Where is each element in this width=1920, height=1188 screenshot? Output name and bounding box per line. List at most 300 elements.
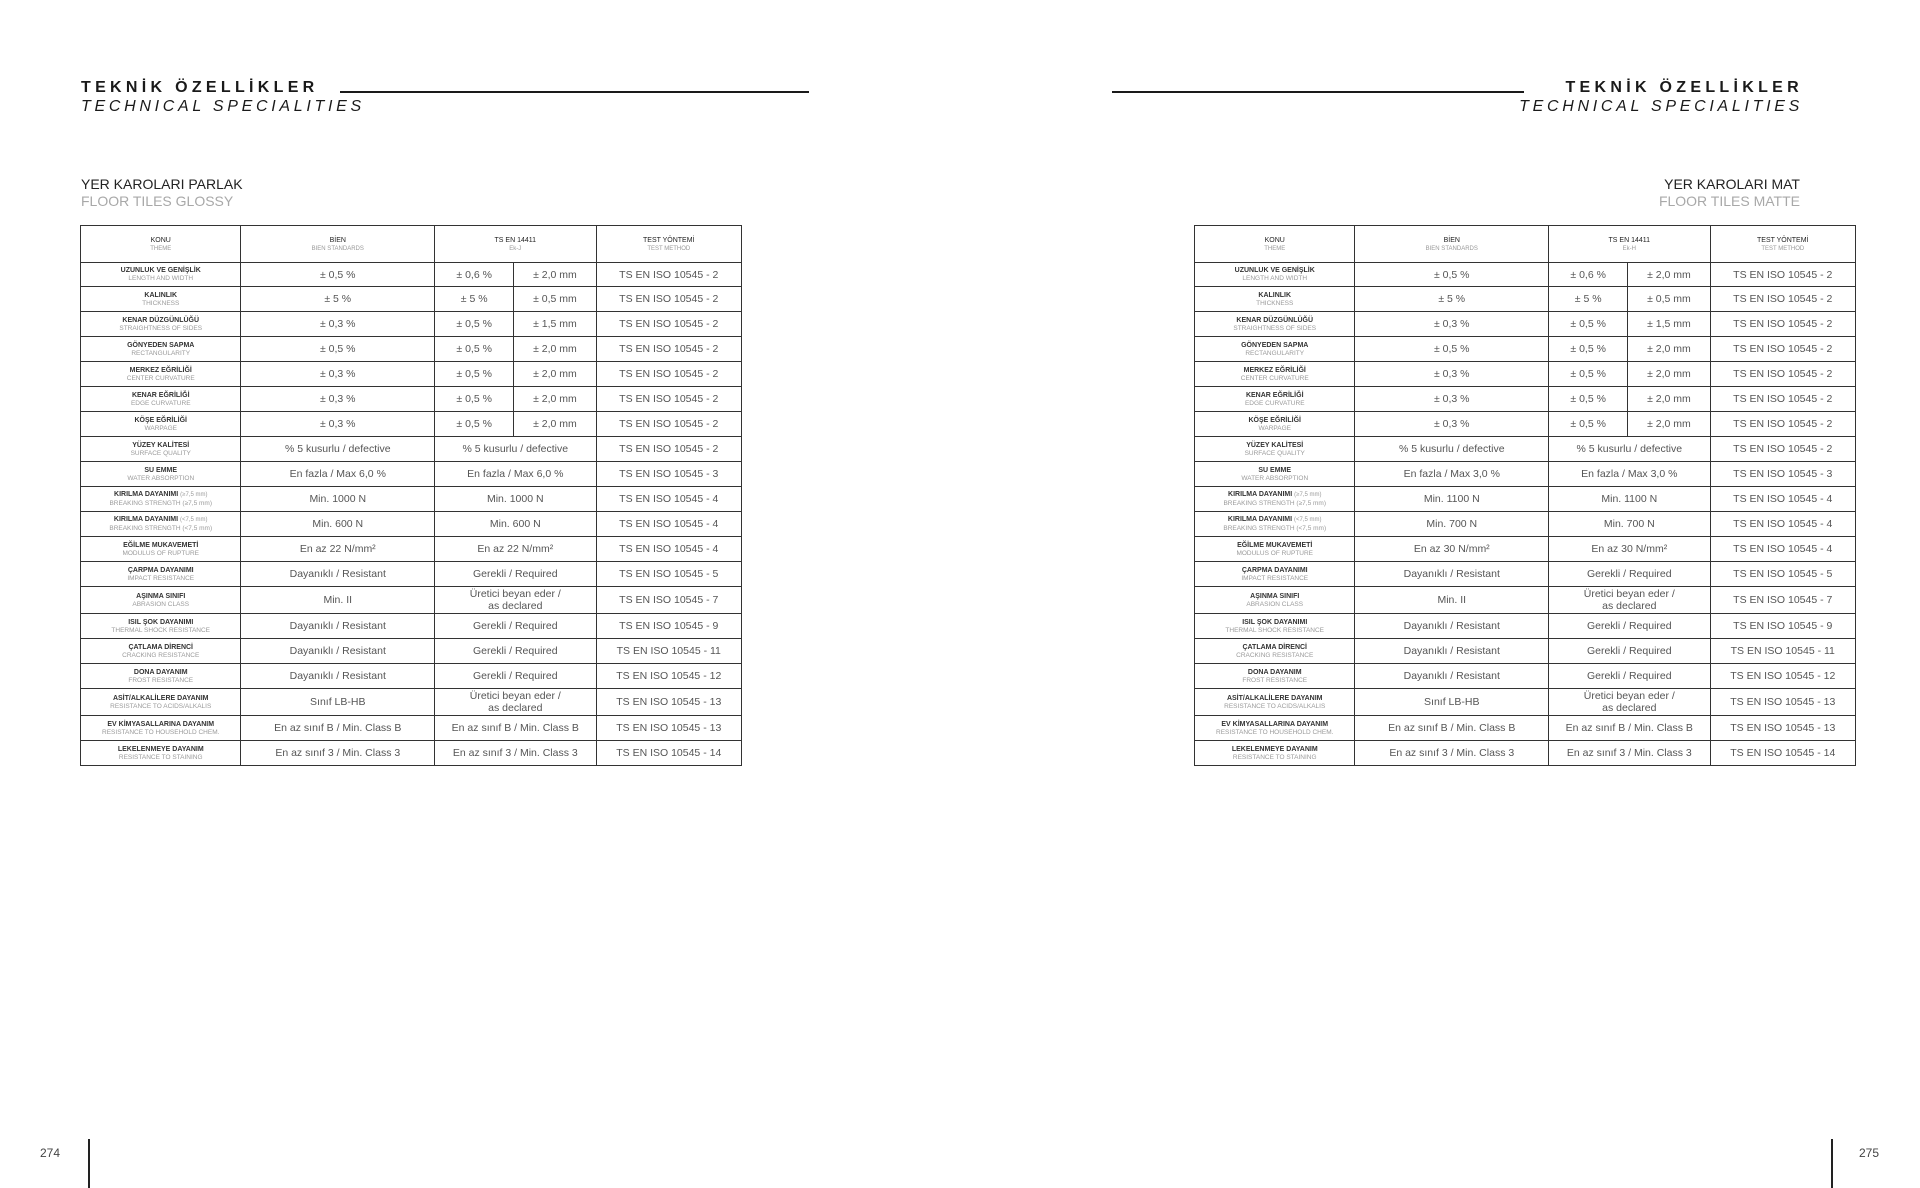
row-bien-value: Sınıf LB-HB <box>241 689 435 716</box>
table-row <box>1195 639 1856 664</box>
row-theme-tr <box>81 618 240 627</box>
row-ts-tolerance-percent: ± 0,5 % <box>435 362 514 387</box>
section-title-tr: YER KAROLARI MAT <box>1664 176 1800 192</box>
row-theme <box>1195 362 1355 387</box>
row-theme <box>81 562 241 587</box>
row-test-method: TS EN ISO 10545 - 9 <box>1710 614 1855 639</box>
row-theme <box>1195 639 1355 664</box>
row-theme-tr-text: KENAR DÜZGÜNLÜĞÜ <box>1236 316 1314 324</box>
row-theme-en: THICKNESS <box>142 299 180 307</box>
row-theme-tr-text: KENAR DÜZGÜNLÜĞÜ <box>122 316 200 324</box>
row-theme <box>1195 337 1355 362</box>
row-ts-tolerance-mm: ± 0,5 mm <box>514 287 596 312</box>
row-theme-tr-text: ÇARPMA DAYANIMI <box>127 566 194 574</box>
row-theme-en: BREAKING STRENGTH (<7,5 mm) <box>1223 525 1327 532</box>
header-test-method-en: TEST METHOD <box>1761 245 1805 252</box>
row-bien-value: Dayanıklı / Resistant <box>1355 664 1549 689</box>
row-test-method: TS EN ISO 10545 - 2 <box>596 387 741 412</box>
row-theme-tr <box>81 694 240 703</box>
row-test-method: TS EN ISO 10545 - 2 <box>1710 387 1855 412</box>
row-test-method: TS EN ISO 10545 - 5 <box>1710 562 1855 587</box>
table-row <box>1195 562 1856 587</box>
table-row <box>81 337 742 362</box>
header-rule <box>1112 91 1524 93</box>
row-ts-value: En fazla / Max 3,0 % <box>1549 462 1710 487</box>
table-row <box>81 263 742 287</box>
row-ts-value: Gerekli / Required <box>435 664 596 689</box>
row-theme-en: BREAKING STRENGTH (≥7,5 mm) <box>109 500 212 507</box>
row-theme-en: MODULUS OF RUPTURE <box>122 549 200 557</box>
row-bien-value: ± 0,3 % <box>241 362 435 387</box>
row-theme-tr <box>81 416 240 425</box>
header-title-en: TECHNICAL SPECIALITIES <box>1519 98 1803 115</box>
header-title-tr: TEKNİK ÖZELLİKLER <box>81 79 319 96</box>
row-ts-tolerance-percent: ± 0,5 % <box>1549 412 1628 437</box>
row-theme-en: CRACKING RESISTANCE <box>1236 651 1314 659</box>
row-theme-tr-text: KIRILMA DAYANIMI <box>1227 516 1293 523</box>
row-theme-tr-text: ISIL ŞOK DAYANIMI <box>1242 618 1308 626</box>
row-test-method: TS EN ISO 10545 - 5 <box>596 562 741 587</box>
row-test-method: TS EN ISO 10545 - 2 <box>1710 312 1855 337</box>
row-test-method: TS EN ISO 10545 - 11 <box>596 639 741 664</box>
row-ts-value: Min. 1100 N <box>1549 487 1710 512</box>
row-theme-tr-text: AŞINMA SINIFI <box>136 592 186 600</box>
row-bien-value: En az 22 N/mm² <box>241 537 435 562</box>
table-row <box>81 362 742 387</box>
row-theme-tr-text: KALINLIK <box>1258 291 1292 299</box>
row-ts-value-line2: as declared <box>488 600 543 612</box>
row-bien-value: Dayanıklı / Resistant <box>1355 639 1549 664</box>
section-title <box>1659 176 1800 210</box>
table-row <box>81 512 742 537</box>
row-ts-value: % 5 kusurlu / defective <box>1549 437 1710 462</box>
row-test-method: TS EN ISO 10545 - 13 <box>1710 716 1855 741</box>
table-row <box>1195 689 1856 716</box>
row-theme-en: RESISTANCE TO HOUSEHOLD CHEM. <box>102 728 220 736</box>
row-ts-tolerance-percent: ± 0,5 % <box>1549 362 1628 387</box>
row-theme-en: RESISTANCE TO STAINING <box>118 753 203 761</box>
row-theme-tr-text: KIRILMA DAYANIMI <box>114 491 179 498</box>
row-theme-en: RECTANGULARITY <box>131 349 191 357</box>
catalog-page-right <box>960 0 1920 1188</box>
row-ts-value-line2: as declared <box>488 702 543 714</box>
row-ts-tolerance-percent: ± 0,5 % <box>435 412 514 437</box>
row-ts-value: Gerekli / Required <box>435 639 596 664</box>
row-theme <box>1195 716 1355 741</box>
row-test-method: TS EN ISO 10545 - 4 <box>1710 512 1855 537</box>
row-ts-value-line1: Üretici beyan eder / <box>469 690 561 702</box>
row-ts-value-line1: Üretici beyan eder / <box>1583 588 1675 600</box>
row-test-method: TS EN ISO 10545 - 4 <box>596 512 741 537</box>
row-theme <box>1195 562 1355 587</box>
row-theme-tr-text: ASİT/ALKALİLERE DAYANIM <box>1226 694 1323 702</box>
row-bien-value: % 5 kusurlu / defective <box>1355 437 1549 462</box>
row-ts-value: En fazla / Max 6,0 % <box>435 462 596 487</box>
row-theme-tr <box>1195 668 1354 677</box>
row-theme-en: THERMAL SHOCK RESISTANCE <box>111 626 211 634</box>
row-theme-en: WATER ABSORPTION <box>127 474 195 482</box>
row-theme-tr-text: EĞİLME MUKAVEMETİ <box>1237 541 1313 549</box>
table-row <box>81 462 742 487</box>
row-theme-en: EDGE CURVATURE <box>1244 399 1305 407</box>
row-theme-en: FROST RESISTANCE <box>128 676 194 684</box>
row-bien-value: Dayanıklı / Resistant <box>241 562 435 587</box>
header-title-tr: TEKNİK ÖZELLİKLER <box>1565 79 1803 96</box>
header-rule <box>340 91 809 93</box>
row-bien-value: Min. 1100 N <box>1355 487 1549 512</box>
table-row <box>81 487 742 512</box>
table-row <box>81 716 742 741</box>
row-theme <box>1195 462 1355 487</box>
row-ts-value <box>435 587 596 614</box>
row-theme <box>1195 387 1355 412</box>
row-theme <box>81 263 241 287</box>
row-test-method: TS EN ISO 10545 - 14 <box>1710 741 1855 766</box>
row-theme-tr-text: KIRILMA DAYANIMI <box>113 516 179 523</box>
row-theme-tr-text: KALINLIK <box>144 291 178 299</box>
row-bien-value: ± 0,3 % <box>1355 412 1549 437</box>
header-test-method-en: TEST METHOD <box>647 245 691 252</box>
row-theme-tr-text: ISIL ŞOK DAYANIMI <box>128 618 194 626</box>
row-theme <box>1195 741 1355 766</box>
row-theme <box>1195 689 1355 716</box>
row-theme <box>1195 263 1355 287</box>
header-ts-en-14411-tr: TS EN 14411 <box>494 236 537 244</box>
table-row <box>81 664 742 689</box>
row-bien-value: ± 0,5 % <box>241 337 435 362</box>
table-row <box>1195 263 1856 287</box>
row-theme-tr <box>81 466 240 475</box>
table-row <box>1195 487 1856 512</box>
row-test-method: TS EN ISO 10545 - 2 <box>1710 412 1855 437</box>
row-theme-tr-text: DONA DAYANIM <box>1247 668 1302 676</box>
row-theme <box>81 537 241 562</box>
table-row <box>81 537 742 562</box>
row-theme-en: IMPACT RESISTANCE <box>1241 574 1309 582</box>
row-test-method: TS EN ISO 10545 - 4 <box>596 537 741 562</box>
row-bien-value: ± 0,3 % <box>1355 362 1549 387</box>
row-ts-tolerance-mm: ± 1,5 mm <box>1628 312 1710 337</box>
row-ts-value: Min. 700 N <box>1549 512 1710 537</box>
row-ts-tolerance-percent: ± 0,5 % <box>435 387 514 412</box>
row-ts-tolerance-mm: ± 2,0 mm <box>514 387 596 412</box>
row-theme <box>81 387 241 412</box>
row-theme-tr <box>1195 694 1354 703</box>
row-bien-value: En fazla / Max 6,0 % <box>241 462 435 487</box>
header-test-method <box>596 226 741 263</box>
row-theme <box>81 487 241 512</box>
row-ts-value: Min. 1000 N <box>435 487 596 512</box>
row-theme <box>81 639 241 664</box>
row-theme-tr <box>81 592 240 601</box>
row-ts-tolerance-mm: ± 2,0 mm <box>1628 412 1710 437</box>
page-number: 275 <box>1859 1146 1880 1160</box>
row-theme-en: MODULUS OF RUPTURE <box>1236 549 1314 557</box>
header-ts-en-14411 <box>435 226 596 263</box>
row-theme-tr <box>81 668 240 677</box>
row-theme-tr <box>81 566 240 575</box>
row-ts-tolerance-percent: ± 0,6 % <box>1549 263 1628 287</box>
row-bien-value: En az sınıf 3 / Min. Class 3 <box>1355 741 1549 766</box>
row-theme-tr-text: KENAR EĞRİLİĞİ <box>1245 391 1304 399</box>
row-test-method: TS EN ISO 10545 - 4 <box>596 487 741 512</box>
header-bien-en: BIEN STANDARDS <box>311 245 364 252</box>
row-theme-en: CRACKING RESISTANCE <box>122 651 200 659</box>
row-theme-tr-text: EV KİMYASALLARINA DAYANIM <box>1221 720 1329 728</box>
row-ts-tolerance-percent: ± 0,5 % <box>435 337 514 362</box>
row-ts-tolerance-percent: ± 0,5 % <box>1549 387 1628 412</box>
row-test-method: TS EN ISO 10545 - 3 <box>596 462 741 487</box>
row-theme-tr <box>81 541 240 550</box>
row-theme-tr-text: KÖŞE EĞRİLİĞİ <box>134 416 187 424</box>
row-theme-tr-note: (<7,5 mm) <box>1294 517 1322 523</box>
row-ts-tolerance-mm: ± 2,0 mm <box>1628 362 1710 387</box>
row-theme-tr <box>81 490 240 500</box>
row-theme-tr <box>81 441 240 450</box>
header-ts-en-14411-en: Ek-J <box>509 245 522 252</box>
row-ts-tolerance-mm: ± 2,0 mm <box>1628 337 1710 362</box>
row-theme-en: RECTANGULARITY <box>1245 349 1305 357</box>
header-test-method-tr: TEST YÖNTEMİ <box>643 236 695 244</box>
page-number: 274 <box>40 1146 61 1160</box>
row-theme-tr <box>1195 266 1354 275</box>
row-theme-tr-text: ÇATLAMA DİRENCİ <box>1242 643 1308 651</box>
row-theme-en: SURFACE QUALITY <box>130 449 191 457</box>
table-row <box>1195 537 1856 562</box>
table-row <box>1195 664 1856 689</box>
spec-table <box>80 225 742 766</box>
row-theme-en: LENGTH AND WIDTH <box>128 275 194 282</box>
row-theme-tr-text: UZUNLUK VE GENİŞLİK <box>1234 267 1315 274</box>
row-test-method: TS EN ISO 10545 - 13 <box>1710 689 1855 716</box>
row-bien-value: Dayanıklı / Resistant <box>1355 562 1549 587</box>
table-row <box>1195 437 1856 462</box>
table-row <box>1195 287 1856 312</box>
row-theme-tr-text: KENAR EĞRİLİĞİ <box>131 391 190 399</box>
row-theme-tr <box>81 745 240 754</box>
row-bien-value: % 5 kusurlu / defective <box>241 437 435 462</box>
row-theme <box>81 462 241 487</box>
row-theme-tr-note: (<7,5 mm) <box>180 517 208 523</box>
row-theme-tr <box>1195 366 1354 375</box>
row-bien-value: Min. 1000 N <box>241 487 435 512</box>
row-ts-value: Gerekli / Required <box>435 614 596 639</box>
row-ts-tolerance-mm: ± 2,0 mm <box>514 263 596 287</box>
table-row <box>81 387 742 412</box>
row-theme <box>81 689 241 716</box>
row-theme-tr-text: EĞİLME MUKAVEMETİ <box>123 541 199 549</box>
table-row <box>1195 362 1856 387</box>
row-theme-tr-text: MERKEZ EĞRİLİĞİ <box>129 366 192 374</box>
row-theme-tr <box>81 720 240 729</box>
row-theme <box>81 437 241 462</box>
section-title-tr: YER KAROLARI PARLAK <box>81 176 243 192</box>
row-theme-en: THICKNESS <box>1256 299 1294 307</box>
row-test-method: TS EN ISO 10545 - 3 <box>1710 462 1855 487</box>
row-theme-tr <box>1195 441 1354 450</box>
table-row <box>81 741 742 766</box>
header-theme <box>81 226 241 263</box>
row-ts-tolerance-mm: ± 2,0 mm <box>514 362 596 387</box>
row-theme-en: RESISTANCE TO ACIDS/ALKALIS <box>110 702 212 710</box>
header-bien-tr: BİEN <box>1443 236 1460 244</box>
table-row <box>81 587 742 614</box>
row-test-method: TS EN ISO 10545 - 14 <box>596 741 741 766</box>
row-theme-tr <box>1195 291 1354 300</box>
table-row <box>81 689 742 716</box>
header-theme-tr: KONU <box>150 236 171 244</box>
section-title-en: FLOOR TILES GLOSSY <box>81 193 234 209</box>
row-test-method: TS EN ISO 10545 - 12 <box>1710 664 1855 689</box>
table-header-row <box>1195 226 1856 263</box>
row-theme-tr-text: KÖŞE EĞRİLİĞİ <box>1248 416 1301 424</box>
row-ts-value <box>1549 587 1710 614</box>
row-bien-value: Dayanıklı / Resistant <box>241 639 435 664</box>
row-bien-value: ± 0,3 % <box>1355 387 1549 412</box>
header-ts-en-14411-tr: TS EN 14411 <box>1608 236 1651 244</box>
row-ts-value-line1: Üretici beyan eder / <box>469 588 561 600</box>
row-bien-value: ± 0,5 % <box>1355 337 1549 362</box>
row-theme-en: IMPACT RESISTANCE <box>127 574 195 582</box>
row-test-method: TS EN ISO 10545 - 7 <box>596 587 741 614</box>
row-test-method: TS EN ISO 10545 - 13 <box>596 716 741 741</box>
header-bien <box>241 226 435 263</box>
row-ts-tolerance-mm: ± 2,0 mm <box>1628 263 1710 287</box>
row-bien-value: En az sınıf B / Min. Class B <box>241 716 435 741</box>
row-bien-value: ± 5 % <box>1355 287 1549 312</box>
row-theme-tr <box>81 266 240 275</box>
row-theme <box>81 412 241 437</box>
row-bien-value: ± 0,3 % <box>241 387 435 412</box>
row-bien-value: En az 30 N/mm² <box>1355 537 1549 562</box>
page-number-rule <box>88 1139 90 1188</box>
table-row <box>81 412 742 437</box>
row-theme-tr-text: LEKELENMEYE DAYANIM <box>117 745 204 753</box>
row-bien-value: Sınıf LB-HB <box>1355 689 1549 716</box>
row-test-method: TS EN ISO 10545 - 11 <box>1710 639 1855 664</box>
table-row <box>81 437 742 462</box>
row-theme-tr <box>81 643 240 652</box>
row-theme <box>81 741 241 766</box>
header-bien-tr: BİEN <box>329 236 346 244</box>
row-theme-tr-text: KIRILMA DAYANIMI <box>1228 491 1293 498</box>
row-theme <box>81 587 241 614</box>
row-theme-en: BREAKING STRENGTH (<7,5 mm) <box>109 525 213 532</box>
row-ts-value: Gerekli / Required <box>1549 562 1710 587</box>
page-number-rule <box>1831 1139 1833 1188</box>
row-ts-value: En az 30 N/mm² <box>1549 537 1710 562</box>
row-test-method: TS EN ISO 10545 - 12 <box>596 664 741 689</box>
row-theme-tr <box>81 291 240 300</box>
row-theme <box>81 512 241 537</box>
row-theme-tr <box>1195 466 1354 475</box>
table-row <box>81 614 742 639</box>
header-bien-en: BIEN STANDARDS <box>1425 245 1478 252</box>
row-test-method: TS EN ISO 10545 - 2 <box>1710 263 1855 287</box>
row-theme <box>1195 437 1355 462</box>
row-test-method: TS EN ISO 10545 - 2 <box>596 337 741 362</box>
row-ts-value <box>1549 689 1710 716</box>
row-ts-tolerance-percent: ± 0,5 % <box>1549 312 1628 337</box>
row-ts-tolerance-percent: ± 0,6 % <box>435 263 514 287</box>
row-theme-tr <box>81 341 240 350</box>
row-ts-value: En az sınıf B / Min. Class B <box>435 716 596 741</box>
row-theme-en: ABRASION CLASS <box>132 600 190 608</box>
row-ts-value: En az 22 N/mm² <box>435 537 596 562</box>
table-row <box>81 562 742 587</box>
row-ts-tolerance-percent: ± 0,5 % <box>435 312 514 337</box>
row-theme <box>1195 287 1355 312</box>
row-ts-value: En az sınıf B / Min. Class B <box>1549 716 1710 741</box>
row-ts-tolerance-percent: ± 5 % <box>435 287 514 312</box>
row-theme-tr <box>1195 618 1354 627</box>
table-row <box>1195 387 1856 412</box>
row-theme-tr <box>1195 643 1354 652</box>
row-ts-value: Gerekli / Required <box>1549 639 1710 664</box>
row-theme-en: WATER ABSORPTION <box>1241 474 1309 482</box>
row-ts-value: En az sınıf 3 / Min. Class 3 <box>435 741 596 766</box>
row-ts-value <box>435 689 596 716</box>
row-test-method: TS EN ISO 10545 - 4 <box>1710 537 1855 562</box>
row-theme-en: STRAIGHTNESS OF SIDES <box>1233 324 1317 332</box>
row-ts-tolerance-mm: ± 1,5 mm <box>514 312 596 337</box>
row-theme <box>1195 587 1355 614</box>
row-bien-value: Min. II <box>1355 587 1549 614</box>
row-theme-en: SURFACE QUALITY <box>1244 449 1305 457</box>
row-theme-en: STRAIGHTNESS OF SIDES <box>119 324 203 332</box>
row-bien-value: ± 0,3 % <box>241 412 435 437</box>
row-theme-tr <box>1195 592 1354 601</box>
row-theme-tr <box>1195 566 1354 575</box>
header-test-method-tr: TEST YÖNTEMİ <box>1757 236 1809 244</box>
row-test-method: TS EN ISO 10545 - 7 <box>1710 587 1855 614</box>
row-theme-tr-text: AŞINMA SINIFI <box>1250 592 1300 600</box>
row-theme-tr-text: LEKELENMEYE DAYANIM <box>1231 745 1318 753</box>
row-bien-value: En fazla / Max 3,0 % <box>1355 462 1549 487</box>
row-test-method: TS EN ISO 10545 - 2 <box>596 263 741 287</box>
row-theme <box>81 337 241 362</box>
row-theme <box>81 312 241 337</box>
row-ts-value: Min. 600 N <box>435 512 596 537</box>
row-theme-tr <box>81 316 240 325</box>
row-theme-tr <box>1195 490 1354 500</box>
row-bien-value: Min. 700 N <box>1355 512 1549 537</box>
row-bien-value: Dayanıklı / Resistant <box>241 664 435 689</box>
row-bien-value: En az sınıf B / Min. Class B <box>1355 716 1549 741</box>
header-theme-en: THEME <box>150 245 172 252</box>
table-row <box>1195 614 1856 639</box>
row-test-method: TS EN ISO 10545 - 2 <box>1710 337 1855 362</box>
table-row <box>81 312 742 337</box>
row-theme-tr <box>1195 341 1354 350</box>
row-theme <box>81 614 241 639</box>
header-ts-en-14411 <box>1549 226 1710 263</box>
row-theme-tr <box>81 391 240 400</box>
row-theme-tr-text: UZUNLUK VE GENİŞLİK <box>120 267 201 274</box>
table-row <box>1195 716 1856 741</box>
row-ts-value-line1: Üretici beyan eder / <box>1583 690 1675 702</box>
row-theme <box>1195 487 1355 512</box>
table-row <box>1195 587 1856 614</box>
row-theme <box>1195 537 1355 562</box>
row-theme-en: RESISTANCE TO STAINING <box>1232 753 1317 761</box>
row-ts-tolerance-percent: ± 5 % <box>1549 287 1628 312</box>
row-ts-value-line2: as declared <box>1602 600 1657 612</box>
row-theme-tr-text: GÖNYEDEN SAPMA <box>1241 341 1309 349</box>
header-ts-en-14411-en: Ek-H <box>1622 245 1636 252</box>
row-theme-tr-note: (≥7,5 mm) <box>1294 492 1322 498</box>
row-ts-value: % 5 kusurlu / defective <box>435 437 596 462</box>
